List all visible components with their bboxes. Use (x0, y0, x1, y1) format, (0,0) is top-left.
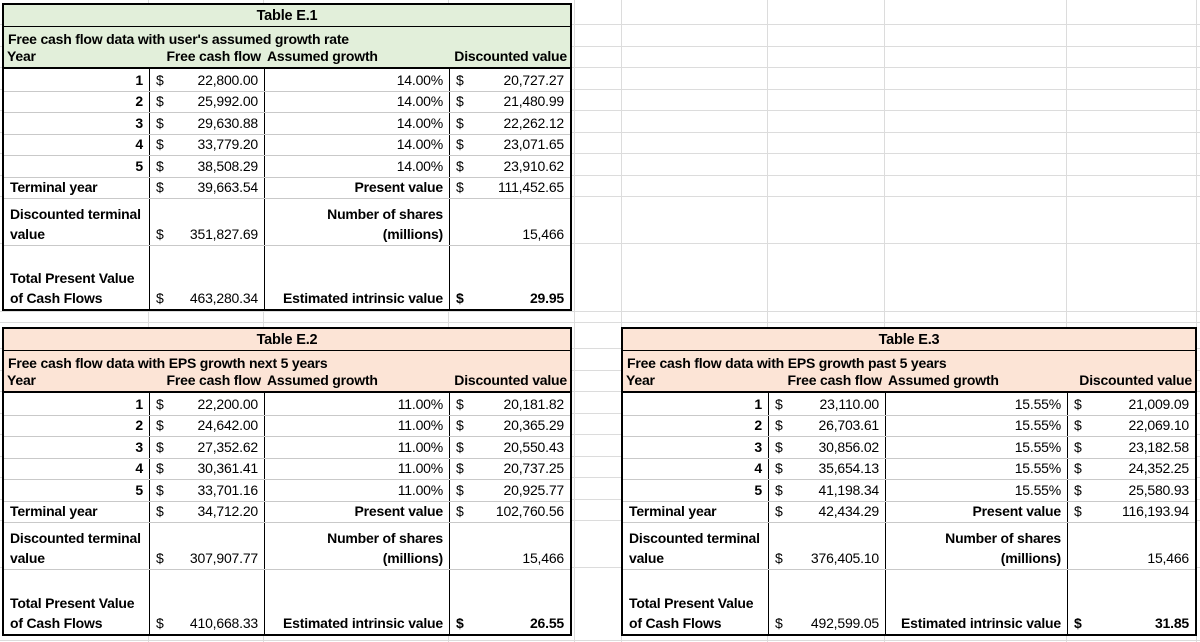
header-free-cash-flow[interactable]: Free cash flow (166, 48, 261, 64)
discounted-terminal-value: 376,405.10 (810, 550, 879, 566)
total-pv-value: 492,599.05 (810, 615, 879, 631)
present-value: 116,193.94 (1121, 503, 1189, 519)
dv-cell[interactable] (449, 156, 570, 177)
year-cell[interactable]: 4 (135, 460, 143, 476)
terminal-fcf-value: 34,712.20 (197, 503, 258, 519)
fcf-cell[interactable] (149, 113, 264, 134)
currency-symbol: $ (1074, 460, 1082, 476)
currency-symbol: $ (456, 290, 464, 306)
total-pv-cell[interactable] (768, 570, 885, 634)
terminal-fcf-cell[interactable] (768, 502, 885, 523)
gridline (0, 322, 1200, 323)
currency-symbol: $ (456, 417, 464, 433)
year-cell[interactable]: 1 (135, 71, 143, 88)
currency-symbol: $ (156, 417, 164, 433)
fcf-cell[interactable] (149, 437, 264, 458)
fcf-cell[interactable] (149, 459, 264, 480)
header-discounted-value[interactable]: Discounted value (454, 48, 567, 64)
fcf-value: 22,200.00 (197, 395, 258, 412)
growth-cell[interactable]: 14.00% (264, 113, 449, 134)
terminal-year-row (623, 501, 1195, 523)
currency-symbol: $ (456, 503, 464, 519)
table-row (4, 479, 570, 501)
header-assumed-growth[interactable]: Assumed growth (267, 48, 378, 64)
growth-cell[interactable]: 15.55% (885, 459, 1067, 480)
table-e2-title[interactable] (4, 329, 570, 351)
dv-cell[interactable] (449, 480, 570, 501)
year-cell[interactable]: 2 (135, 417, 143, 433)
fcf-cell[interactable] (149, 393, 264, 415)
dv-cell[interactable] (449, 437, 570, 458)
currency-symbol: $ (156, 136, 164, 152)
dv-cell[interactable] (449, 113, 570, 134)
number-of-shares-label[interactable]: Number of shares (millions) (885, 523, 1067, 569)
year-cell[interactable]: 4 (135, 136, 143, 152)
currency-symbol: $ (456, 93, 464, 109)
header-year[interactable]: Year (626, 372, 655, 388)
estimated-intrinsic-label[interactable]: Estimated intrinsic value (264, 246, 449, 309)
currency-symbol: $ (456, 438, 464, 455)
currency-symbol: $ (1074, 481, 1082, 498)
currency-symbol: $ (775, 481, 783, 498)
currency-symbol: $ (456, 114, 464, 131)
estimated-intrinsic-value: 31.85 (1154, 615, 1189, 631)
dv-cell[interactable] (449, 393, 570, 415)
growth-cell[interactable]: 15.55% (885, 437, 1067, 458)
table-row (4, 69, 570, 91)
table-e3-header-row (623, 372, 1195, 393)
dv-cell[interactable] (1067, 416, 1195, 437)
dv-value: 20,181.82 (503, 395, 564, 412)
fcf-value: 33,701.16 (197, 481, 258, 498)
table-row (623, 436, 1195, 458)
total-pv-cell[interactable] (149, 246, 264, 309)
dv-value: 23,910.62 (503, 157, 564, 174)
currency-symbol: $ (775, 438, 783, 455)
terminal-fcf-cell[interactable] (149, 502, 264, 523)
terminal-fcf-value: 39,663.54 (197, 179, 258, 195)
year-cell[interactable]: 2 (754, 417, 762, 433)
terminal-year-row (4, 501, 570, 523)
dv-cell[interactable] (449, 416, 570, 437)
dv-value: 21,480.99 (503, 93, 564, 109)
header-assumed-growth[interactable]: Assumed growth (888, 372, 999, 388)
header-year[interactable]: Year (7, 48, 36, 64)
table-subtitle-text: Free cash flow data with EPS growth next 5 years (8, 355, 328, 371)
dv-cell[interactable] (449, 135, 570, 156)
number-of-shares-label[interactable]: Number of shares (millions) (264, 199, 449, 245)
number-of-shares-cell[interactable]: 15,466 (449, 523, 570, 569)
terminal-year-label[interactable]: Terminal year (10, 179, 98, 195)
fcf-cell[interactable] (149, 92, 264, 113)
currency-symbol: $ (775, 550, 783, 566)
growth-cell[interactable]: 11.00% (264, 480, 449, 501)
growth-cell[interactable]: 11.00% (264, 437, 449, 458)
dv-cell[interactable] (449, 459, 570, 480)
table-title-text: Table E.1 (256, 7, 318, 24)
estimated-intrinsic-cell[interactable] (1067, 570, 1195, 634)
present-value-label[interactable]: Present value (264, 178, 449, 199)
discounted-terminal-cell[interactable] (149, 199, 264, 245)
currency-symbol: $ (156, 395, 164, 412)
table-e2-header-row (4, 372, 570, 393)
dv-cell[interactable] (1067, 480, 1195, 501)
table-e2-subtitle[interactable] (4, 351, 570, 372)
table-e1-subtitle[interactable] (4, 27, 570, 48)
discounted-terminal-row (4, 522, 570, 569)
dv-value: 23,071.65 (503, 136, 564, 152)
total-pv-row (4, 245, 570, 309)
currency-symbol: $ (156, 550, 164, 566)
currency-symbol: $ (1074, 417, 1082, 433)
header-year[interactable]: Year (7, 372, 36, 388)
gridline (574, 0, 575, 642)
discounted-terminal-label[interactable]: Discounted terminal value (629, 530, 760, 566)
currency-symbol: $ (156, 71, 164, 88)
fcf-value: 25,992.00 (197, 93, 258, 109)
currency-symbol: $ (456, 460, 464, 476)
currency-symbol: $ (775, 615, 783, 631)
discounted-terminal-label[interactable]: Discounted terminal value (10, 206, 141, 242)
dv-value: 20,550.43 (503, 438, 564, 455)
fcf-cell[interactable] (149, 480, 264, 501)
fcf-value: 33,779.20 (197, 136, 258, 152)
year-cell[interactable]: 3 (754, 438, 762, 455)
currency-symbol: $ (775, 503, 783, 519)
header-discounted-value[interactable]: Discounted value (454, 372, 567, 388)
number-of-shares-cell[interactable]: 15,466 (449, 199, 570, 245)
table-title-text: Table E.3 (878, 331, 940, 348)
gridline (0, 640, 1200, 641)
dv-value: 22,262.12 (503, 114, 564, 131)
estimated-intrinsic-label[interactable]: Estimated intrinsic value (885, 570, 1067, 634)
currency-symbol: $ (156, 179, 164, 195)
fcf-cell[interactable] (768, 480, 885, 501)
currency-symbol: $ (156, 460, 164, 476)
present-value: 111,452.65 (498, 179, 564, 195)
header-free-cash-flow[interactable]: Free cash flow (787, 372, 882, 388)
currency-symbol: $ (456, 157, 464, 174)
table-row (4, 415, 570, 437)
currency-symbol: $ (156, 157, 164, 174)
growth-cell[interactable]: 11.00% (264, 393, 449, 415)
currency-symbol: $ (456, 481, 464, 498)
table-row (4, 155, 570, 177)
dv-cell[interactable] (1067, 393, 1195, 415)
table-e1-title[interactable] (4, 5, 570, 27)
table-row (4, 112, 570, 134)
dv-value: 25,580.93 (1128, 481, 1189, 498)
dv-cell[interactable] (449, 92, 570, 113)
discounted-terminal-cell[interactable] (768, 523, 885, 569)
table-row (4, 436, 570, 458)
table-subtitle-text: Free cash flow data with EPS growth past 5 years (627, 355, 947, 371)
dv-value: 22,069.10 (1128, 417, 1189, 433)
table-row (623, 479, 1195, 501)
total-pv-value: 410,668.33 (189, 615, 258, 631)
year-cell[interactable]: 5 (135, 157, 143, 174)
estimated-intrinsic-cell[interactable] (449, 570, 570, 634)
table-row (623, 458, 1195, 480)
present-value-cell[interactable] (449, 178, 570, 199)
table-e2 (2, 327, 572, 636)
growth-cell[interactable]: 11.00% (264, 416, 449, 437)
dv-value: 20,727.27 (503, 71, 564, 88)
number-of-shares-label[interactable]: Number of shares (millions) (264, 523, 449, 569)
growth-cell[interactable]: 15.55% (885, 416, 1067, 437)
fcf-value: 30,361.41 (197, 460, 258, 476)
year-cell[interactable]: 1 (754, 395, 762, 412)
fcf-value: 35,654.13 (818, 460, 879, 476)
fcf-value: 29,630.88 (197, 114, 258, 131)
header-assumed-growth[interactable]: Assumed growth (267, 372, 378, 388)
growth-cell[interactable]: 14.00% (264, 92, 449, 113)
currency-symbol: $ (775, 417, 783, 433)
dv-cell[interactable] (1067, 459, 1195, 480)
table-row (4, 458, 570, 480)
currency-symbol: $ (1074, 615, 1082, 631)
dv-cell[interactable] (449, 69, 570, 91)
terminal-fcf-value: 42,434.29 (818, 503, 879, 519)
table-e1-header-row (4, 48, 570, 69)
estimated-intrinsic-value: 29.95 (529, 290, 564, 306)
year-cell[interactable]: 5 (754, 481, 762, 498)
currency-symbol: $ (456, 395, 464, 412)
dv-value: 20,925.77 (503, 481, 564, 498)
table-row (4, 393, 570, 415)
fcf-cell[interactable] (149, 135, 264, 156)
year-cell[interactable]: 2 (135, 93, 143, 109)
fcf-value: 27,352.62 (197, 438, 258, 455)
fcf-cell[interactable] (768, 416, 885, 437)
year-cell[interactable]: 5 (135, 481, 143, 498)
growth-cell[interactable]: 14.00% (264, 69, 449, 91)
total-pv-row (4, 569, 570, 634)
fcf-cell[interactable] (149, 69, 264, 91)
present-value-label[interactable]: Present value (885, 502, 1067, 523)
terminal-year-label[interactable]: Terminal year (10, 503, 98, 519)
currency-symbol: $ (775, 395, 783, 412)
currency-symbol: $ (156, 481, 164, 498)
discounted-terminal-cell[interactable] (149, 523, 264, 569)
fcf-cell[interactable] (768, 437, 885, 458)
estimated-intrinsic-cell[interactable] (449, 246, 570, 309)
currency-symbol: $ (156, 93, 164, 109)
fcf-value: 24,642.00 (197, 417, 258, 433)
fcf-cell[interactable] (768, 393, 885, 415)
terminal-year-row (4, 177, 570, 199)
total-pv-row (623, 569, 1195, 634)
year-cell[interactable]: 3 (135, 114, 143, 131)
growth-cell[interactable]: 15.55% (885, 480, 1067, 501)
currency-symbol: $ (156, 290, 164, 306)
table-row (4, 134, 570, 156)
dv-value: 24,352.25 (1128, 460, 1189, 476)
year-cell[interactable]: 1 (135, 395, 143, 412)
total-pv-label[interactable]: Total Present Value of Cash Flows (629, 595, 754, 631)
fcf-value: 30,856.02 (818, 438, 879, 455)
table-row (623, 393, 1195, 415)
currency-symbol: $ (156, 226, 164, 242)
currency-symbol: $ (775, 460, 783, 476)
discounted-terminal-value: 351,827.69 (189, 226, 258, 242)
fcf-value: 41,198.34 (818, 481, 879, 498)
estimated-intrinsic-label[interactable]: Estimated intrinsic value (264, 570, 449, 634)
year-cell[interactable]: 3 (135, 438, 143, 455)
present-value-cell[interactable] (1067, 502, 1195, 523)
terminal-year-label[interactable]: Terminal year (629, 503, 717, 519)
currency-symbol: $ (456, 179, 464, 195)
fcf-cell[interactable] (149, 156, 264, 177)
dv-value: 20,737.25 (503, 460, 564, 476)
table-e1 (2, 3, 572, 311)
gridline (0, 311, 1200, 312)
currency-symbol: $ (1074, 395, 1082, 412)
dv-value: 23,182.58 (1128, 438, 1189, 455)
fcf-value: 22,800.00 (197, 71, 258, 88)
growth-cell[interactable]: 15.55% (885, 393, 1067, 415)
currency-symbol: $ (156, 503, 164, 519)
discounted-terminal-row (4, 198, 570, 245)
discounted-terminal-label[interactable]: Discounted terminal value (10, 530, 141, 566)
year-cell[interactable]: 4 (754, 460, 762, 476)
total-pv-cell[interactable] (149, 570, 264, 634)
fcf-value: 23,110.00 (819, 395, 879, 412)
header-discounted-value[interactable]: Discounted value (1079, 372, 1192, 388)
dv-value: 21,009.09 (1128, 395, 1189, 412)
currency-symbol: $ (1074, 438, 1082, 455)
currency-symbol: $ (456, 615, 464, 631)
discounted-terminal-row (623, 522, 1195, 569)
table-e3 (621, 327, 1197, 636)
estimated-intrinsic-value: 26.55 (529, 615, 564, 631)
header-free-cash-flow[interactable]: Free cash flow (166, 372, 261, 388)
fcf-value: 26,703.61 (818, 417, 879, 433)
dv-cell[interactable] (1067, 437, 1195, 458)
currency-symbol: $ (156, 114, 164, 131)
fcf-cell[interactable] (768, 459, 885, 480)
present-value-label[interactable]: Present value (264, 502, 449, 523)
growth-cell[interactable]: 11.00% (264, 459, 449, 480)
currency-symbol: $ (456, 136, 464, 152)
dv-value: 20,365.29 (503, 417, 564, 433)
present-value: 102,760.56 (495, 503, 564, 519)
number-of-shares-cell[interactable]: 15,466 (1067, 523, 1195, 569)
table-row (623, 415, 1195, 437)
fcf-value: 38,508.29 (197, 157, 258, 174)
table-title-text: Table E.2 (256, 331, 318, 348)
total-pv-label[interactable]: Total Present Value of Cash Flows (10, 270, 135, 306)
fcf-cell[interactable] (149, 416, 264, 437)
growth-cell[interactable]: 14.00% (264, 135, 449, 156)
total-pv-value: 463,280.34 (189, 290, 258, 306)
total-pv-label[interactable]: Total Present Value of Cash Flows (10, 595, 135, 631)
terminal-fcf-cell[interactable] (149, 178, 264, 199)
growth-cell[interactable]: 14.00% (264, 156, 449, 177)
table-e3-subtitle[interactable] (623, 351, 1195, 372)
discounted-terminal-value: 307,907.77 (189, 550, 258, 566)
currency-symbol: $ (456, 71, 464, 88)
table-e3-title[interactable] (623, 329, 1195, 351)
currency-symbol: $ (1074, 503, 1082, 519)
currency-symbol: $ (156, 438, 164, 455)
present-value-cell[interactable] (449, 502, 570, 523)
table-subtitle-text: Free cash flow data with user's assumed growth rate (8, 31, 349, 47)
currency-symbol: $ (156, 615, 164, 631)
table-row (4, 91, 570, 113)
